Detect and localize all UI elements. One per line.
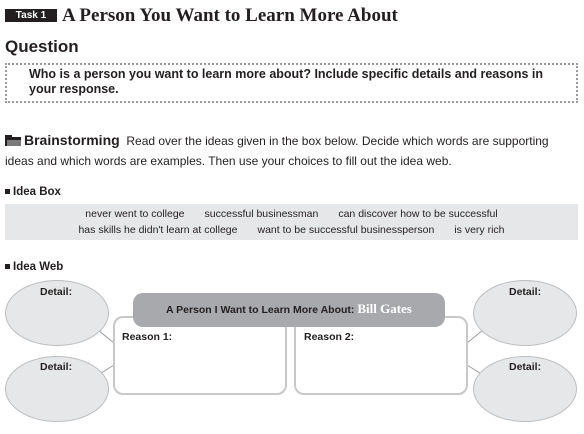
question-heading: Question bbox=[5, 37, 79, 56]
idea-item: never went to college bbox=[85, 208, 185, 220]
brainstorming-instructions: Read over the ideas given in the box below. Decide which words are supporting ideas and which words are examples. Then use your choices to fill out the idea web. bbox=[5, 134, 549, 168]
web-title-prefix: A Person I Want to Learn More About: bbox=[166, 304, 355, 316]
page-title: A Person You Want to Learn More About bbox=[62, 5, 398, 26]
idea-item: can discover how to be successful bbox=[338, 208, 498, 220]
detail-label-bottom-left: Detail: bbox=[40, 361, 73, 373]
web-title bbox=[166, 302, 412, 317]
idea-item: is very rich bbox=[454, 224, 505, 236]
idea-item: has skills he didn't learn at college bbox=[78, 224, 238, 236]
reason-box-2 bbox=[294, 316, 468, 395]
idea-item: want to be successful businessperson bbox=[257, 224, 435, 236]
reason-label-1: Reason 1: bbox=[122, 331, 173, 343]
detail-label-top-left: Detail: bbox=[40, 286, 73, 298]
idea-web-label: Idea Web bbox=[5, 260, 63, 274]
idea-box-label: Idea Box bbox=[5, 185, 61, 199]
reason-label-2: Reason 2: bbox=[304, 331, 355, 343]
web-title-answer: Bill Gates bbox=[357, 301, 412, 316]
reason-box-1 bbox=[113, 316, 287, 395]
detail-label-top-right: Detail: bbox=[509, 286, 542, 298]
question-text: Who is a person you want to learn more about? Include specific details and reasons in your response. bbox=[29, 67, 543, 96]
detail-label-bottom-right: Detail: bbox=[509, 361, 542, 373]
connector-line bbox=[98, 330, 114, 343]
task-badge: Task 1 bbox=[5, 9, 57, 22]
idea-item: successful businessman bbox=[204, 208, 319, 220]
connector-line bbox=[467, 330, 483, 343]
brainstorming-heading: Brainstorming bbox=[24, 132, 120, 148]
